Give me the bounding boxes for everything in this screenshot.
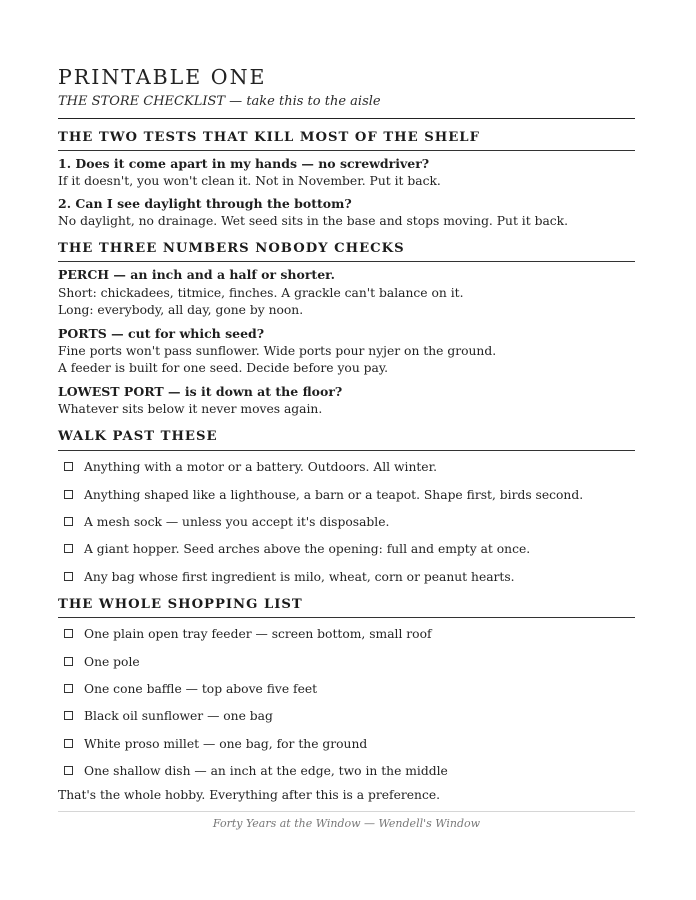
- number-detail: Short: chickadees, titmice, finches. A grackle can't balance on it.: [58, 286, 464, 300]
- test-answer: No daylight, no drainage. Wet seed sits in the base and stops moving. Put it back.: [58, 214, 569, 228]
- header-divider: [58, 118, 635, 119]
- shopping-item: [58, 708, 635, 726]
- section-divider: [58, 617, 635, 618]
- walk-past-item-text: A mesh sock — unless you accept it's disposable.: [84, 515, 390, 529]
- footer-credit: Forty Years at the Window — Wendell's Window: [212, 817, 481, 830]
- checkbox-icon[interactable]: [64, 739, 73, 748]
- shopping-item-text: Black oil sunflower — one bag: [84, 709, 273, 723]
- section-divider: [58, 261, 635, 262]
- walk-past-item: [58, 541, 635, 559]
- shopping-item: [58, 763, 635, 781]
- shopping-item: [58, 654, 635, 672]
- checkbox-icon[interactable]: [64, 572, 73, 581]
- test-question: 1. Does it come apart in my hands — no screwdriver?: [58, 156, 430, 171]
- checkbox-icon[interactable]: [64, 711, 73, 720]
- number-detail: Whatever sits below it never moves again.: [58, 402, 323, 416]
- walk-past-item: [58, 487, 635, 505]
- footer-divider: [58, 811, 635, 812]
- section-heading-tests: THE TWO TESTS THAT KILL MOST OF THE SHELF: [58, 130, 480, 145]
- closing-line: That's the whole hobby. Everything after this is a preference.: [58, 788, 441, 802]
- walk-past-item: [58, 459, 635, 477]
- number-detail: Long: everybody, all day, gone by noon.: [58, 303, 304, 317]
- checkbox-icon[interactable]: [64, 490, 73, 499]
- number-label: PORTS — cut for which seed?: [58, 326, 265, 341]
- walk-past-item: [58, 569, 635, 587]
- shopping-item: [58, 626, 635, 644]
- shopping-item-text: White proso millet — one bag, for the ground: [84, 737, 368, 751]
- section-divider: [58, 450, 635, 451]
- number-detail: A feeder is built for one seed. Decide before you pay.: [58, 361, 389, 375]
- page-title: PRINTABLE ONE: [58, 65, 267, 89]
- checkbox-icon[interactable]: [64, 684, 73, 693]
- shopping-item-text: One cone baffle — top above five feet: [84, 682, 318, 696]
- shopping-item-text: One pole: [84, 655, 140, 669]
- checkbox-icon[interactable]: [64, 629, 73, 638]
- walk-past-item-text: A giant hopper. Seed arches above the opening: full and empty at once.: [84, 542, 531, 556]
- walk-past-item-text: Any bag whose first ingredient is milo, wheat, corn or peanut hearts.: [84, 570, 515, 584]
- shopping-item-text: One plain open tray feeder — screen bottom, small roof: [84, 627, 432, 641]
- number-label: LOWEST PORT — is it down at the floor?: [58, 384, 343, 399]
- walk-past-item-text: Anything shaped like a lighthouse, a barn or a teapot. Shape first, birds second.: [84, 488, 584, 502]
- checkbox-icon[interactable]: [64, 766, 73, 775]
- section-heading-walk-past: WALK PAST THESE: [58, 429, 218, 444]
- shopping-item-text: One shallow dish — an inch at the edge, two in the middle: [84, 764, 448, 778]
- shopping-item: [58, 681, 635, 699]
- checkbox-icon[interactable]: [64, 517, 73, 526]
- test-answer: If it doesn't, you won't clean it. Not in November. Put it back.: [58, 174, 441, 188]
- section-divider: [58, 150, 635, 151]
- number-detail: Fine ports won't pass sunflower. Wide ports pour nyjer on the ground.: [58, 344, 497, 358]
- section-heading-shopping: THE WHOLE SHOPPING LIST: [58, 597, 303, 612]
- checkbox-icon[interactable]: [64, 657, 73, 666]
- page-subtitle: THE STORE CHECKLIST — take this to the aisle: [58, 94, 381, 109]
- test-question: 2. Can I see daylight through the bottom?: [58, 196, 352, 211]
- section-heading-numbers: THE THREE NUMBERS NOBODY CHECKS: [58, 241, 405, 256]
- walk-past-item-text: Anything with a motor or a battery. Outdoors. All winter.: [84, 460, 438, 474]
- checkbox-icon[interactable]: [64, 544, 73, 553]
- number-label: PERCH — an inch and a half or shorter.: [58, 267, 335, 282]
- shopping-item: [58, 736, 635, 754]
- walk-past-item: [58, 514, 635, 532]
- checkbox-icon[interactable]: [64, 462, 73, 471]
